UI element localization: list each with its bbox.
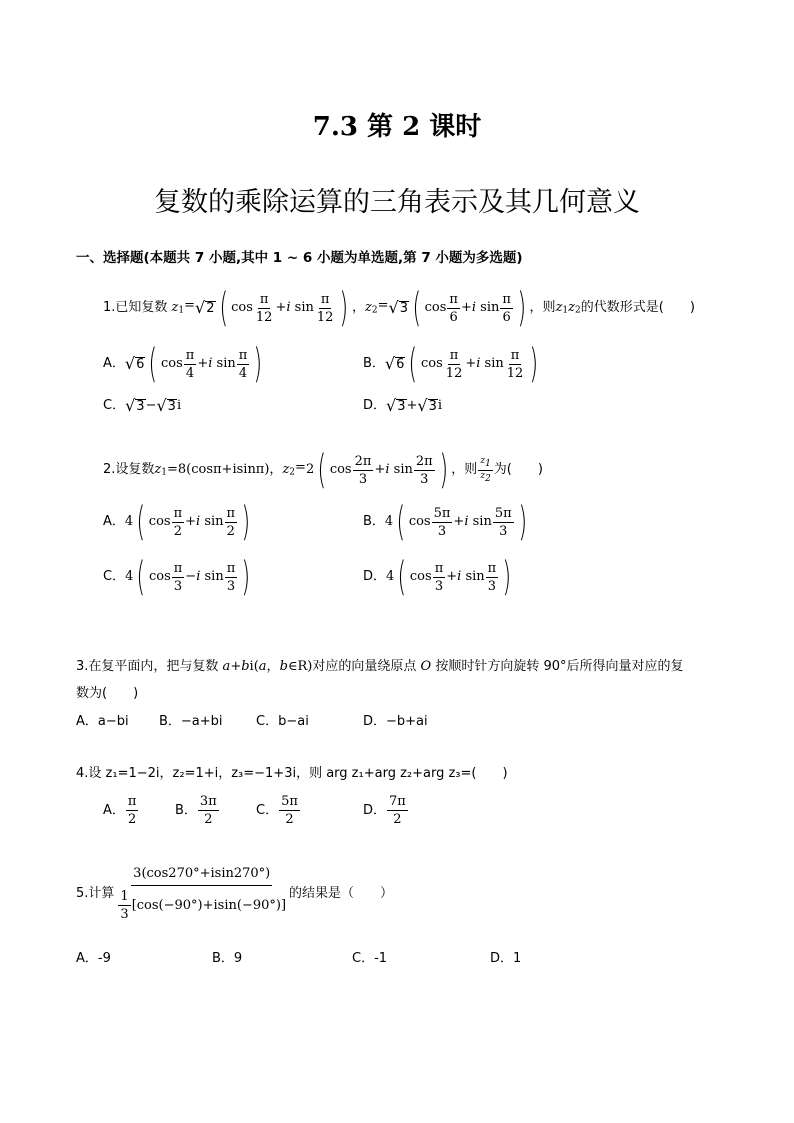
q4-option-b[interactable]: B． $\frac{3\pi}{2}$ xyxy=(175,794,217,827)
q2-option-c[interactable]: C． 4 ( cos $\frac{\pi}{3}$ −i sin $\frac{\pi}{3}$ ) xyxy=(103,554,251,600)
q5-option-a[interactable]: A．-9 xyxy=(76,951,111,966)
q4-option-d[interactable]: D． $\frac{7\pi}{2}$ xyxy=(363,794,406,827)
question-1-stem: 1.已知复数 z $_1$= √ 2 ( cos $\frac{\pi}{12}$ +i sin $\frac{\pi}{12}$ ) ， z $_2$= √ 3 ( cos $\frac{\pi}{6}$ +i sin $\frac{\pi}{6}$ ) ，则 z $_1$ z $_2$ 的代数形式是( ) xyxy=(103,285,695,331)
q2-option-d[interactable]: D． 4 ( cos $\frac{\pi}{3}$ +i sin $\frac{\pi}{3}$ ) xyxy=(363,554,512,600)
q4-option-c[interactable]: C． $\frac{5\pi}{2}$ xyxy=(256,794,298,827)
question-2-stem: 2.设复数 z $_1$ =8(cosπ+isinπ)， z $_2$= 2 ( cos $\frac{2\pi}{3}$ +i sin $\frac{2\pi}{3}$ ) ，则 $\frac{z_1}{z_2}$ 为( ) xyxy=(103,447,543,493)
q3-option-d[interactable]: D．−b+ai xyxy=(363,714,428,729)
q2-option-a[interactable]: A． 4 ( cos $\frac{\pi}{2}$ +i sin $\frac{\pi}{2}$ ) xyxy=(103,499,251,545)
q3-option-b[interactable]: B．−a+bi xyxy=(159,714,223,729)
q5-option-c[interactable]: C．-1 xyxy=(352,951,388,966)
q1-option-b[interactable]: B． √ 6 ( cos $\frac{\pi}{12}$ +i sin $\frac{\pi}{12}$ ) xyxy=(363,341,539,387)
q5-option-d[interactable]: D．1 xyxy=(490,951,522,966)
question-3-stem-line2: 数为( ) xyxy=(76,686,139,701)
q1-option-d[interactable]: D． √ 3 + √ 3 i xyxy=(363,396,443,415)
question-5-stem: 5.计算 3(cos270°+isin270°) $\frac{1}{3}$ [cos(−90°)+isin(−90°)] 的结果是（ ） xyxy=(76,866,394,922)
question-4-stem: 4.设 z₁=1−2i，z₂=1+i，z₃=−1+3i，则 arg z₁+arg z₂+arg z₃=( ) xyxy=(76,766,508,781)
lesson-subtitle: 复数的乘除运算的三角表示及其几何意义 xyxy=(154,187,640,218)
lesson-title: 7.3 第 2 课时 xyxy=(312,112,482,142)
q3-option-c[interactable]: C．b−ai xyxy=(256,714,309,729)
q5-expression: 3(cos270°+isin270°) $\frac{1}{3}$ [cos(−90°)+isin(−90°)] xyxy=(120,866,287,922)
q1-option-a[interactable]: A． √ 6 ( cos $\frac{\pi}{4}$ +i sin $\frac{\pi}{4}$ ) xyxy=(103,341,263,387)
section-heading: 一、选择题(本题共 7 小题,其中 1 ~ 6 小题为单选题,第 7 小题为多选题) xyxy=(76,250,523,266)
q1-option-c[interactable]: C． √ 3 − √ 3 i xyxy=(103,396,182,415)
q5-option-b[interactable]: B．9 xyxy=(212,951,243,966)
question-3-stem-line1: 3.在复平面内，把与复数 a+bi(a，b∈R)对应的向量绕原点 O 按顺时针方向旋转 90°后所得向量对应的复 xyxy=(76,659,684,674)
q4-option-a[interactable]: A． $\frac{\pi}{2}$ xyxy=(103,794,137,827)
q3-option-a[interactable]: A．a−bi xyxy=(76,714,129,729)
q2-option-b[interactable]: B． 4 ( cos $\frac{5\pi}{3}$ +i sin $\frac{5\pi}{3}$ ) xyxy=(363,499,527,545)
